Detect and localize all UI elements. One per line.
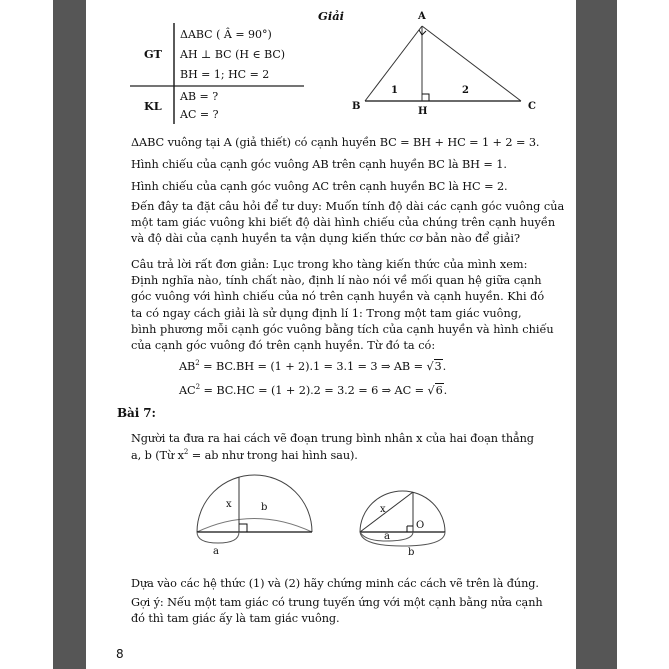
figure2-label-a: a: [384, 531, 390, 542]
radicand: 6: [435, 384, 443, 397]
equation-lhs: AC: [179, 384, 196, 397]
triangle-abc-figure: [365, 26, 521, 101]
segment-label-bh: 1: [391, 85, 398, 96]
paragraph-line: góc vuông với hình chiếu của nó trên cạnh huyền và cạnh huyền. Khi đó: [131, 290, 545, 304]
given-item: ΔABC ( Â = 90°): [180, 28, 272, 41]
equation-lhs: AB: [179, 360, 196, 373]
figure1-label-x: x: [226, 499, 232, 510]
paragraph-line: ta có ngay cách giải là sử dụng định lí 1: Trong một tam giác vuông,: [131, 306, 522, 320]
intro-text: a, b (Từ x: [131, 449, 184, 462]
intro-text: = ab như trong hai hình sau).: [188, 449, 358, 462]
exercise-hint-line: Gợi ý: Nếu một tam giác có trung tuyến ứng với một cạnh bằng nửa cạnh: [131, 596, 543, 609]
exercise-task: Dựa vào các hệ thức (1) và (2) hãy chứng minh các cách vẽ trên là đúng.: [131, 577, 539, 590]
equation-end: .: [443, 384, 448, 397]
paragraph-line: Đến đây ta đặt câu hỏi để tư duy: Muốn tính độ dài các cạnh góc vuông của: [131, 200, 565, 213]
conclusion-item: AC = ?: [180, 108, 219, 121]
solution-heading: Giải: [318, 9, 345, 23]
vertex-label-b: B: [352, 101, 361, 112]
paragraph-line: của cạnh góc vuông đó trên cạnh huyền. Từ đó ta có:: [131, 339, 436, 353]
exercise-intro-line: [131, 449, 358, 462]
paragraph-line: Câu trả lời rất đơn giản: Lục trong kho tàng kiến thức của mình xem:: [131, 258, 528, 271]
exercise-hint-line: đó thì tam giác ấy là tam giác vuông.: [131, 612, 340, 625]
figure2-label-x: x: [380, 504, 386, 515]
figure2-label-o: O: [416, 520, 425, 531]
solution-line: ΔABC vuông tại A (giả thiết) có cạnh huyền BC = BH + HC = 1 + 2 = 3.: [131, 136, 540, 149]
segment-label-hc: 2: [462, 85, 469, 96]
vertex-label-a: A: [418, 11, 426, 22]
conclusion-item: AB = ?: [180, 90, 219, 103]
square-root: √6: [427, 384, 443, 397]
equation-end: .: [442, 360, 447, 373]
question-paragraph: [131, 199, 565, 248]
exercise-title: Bài 7:: [117, 406, 156, 420]
radicand: 3: [434, 360, 442, 373]
equation-power: 2: [195, 383, 200, 391]
given-item: BH = 1; HC = 2: [180, 68, 270, 81]
vertex-label-c: C: [528, 101, 536, 112]
square-root: √3: [426, 360, 442, 373]
paragraph-line: và độ dài của cạnh huyền ta vận dụng kiến thức cơ bản nào để giải?: [131, 232, 521, 246]
gt-label: GT: [144, 47, 162, 61]
equation-ab: [179, 360, 446, 373]
kl-label: KL: [144, 99, 162, 113]
figure2-label-b: b: [408, 547, 415, 558]
answer-paragraph: [131, 257, 554, 354]
geometric-mean-figure-2: [360, 491, 445, 546]
figure1-label-b: b: [261, 502, 268, 513]
solution-line: Hình chiếu của cạnh góc vuông AB trên cạnh huyền BC là BH = 1.: [131, 158, 507, 171]
equation-power: 2: [195, 359, 200, 367]
paragraph-line: bình phương mỗi cạnh góc vuông bằng tích của cạnh huyền và hình chiếu: [131, 322, 554, 336]
equation-rhs: = BC.BH = (1 + 2).1 = 3.1 = 3 ⇒ AB =: [199, 360, 427, 373]
exercise-intro-line: Người ta đưa ra hai cách vẽ đoạn trung bình nhân x của hai đoạn thẳng: [131, 432, 534, 445]
paragraph-line: một tam giác vuông khi biết độ dài hình chiếu của chúng trên cạnh huyền: [131, 216, 556, 230]
intro-power: 2: [183, 448, 189, 456]
equation-rhs: = BC.HC = (1 + 2).2 = 3.2 = 6 ⇒ AC =: [199, 384, 428, 397]
foot-label-h: H: [418, 106, 428, 117]
solution-line: Hình chiếu của cạnh góc vuông AC trên cạnh huyền BC là HC = 2.: [131, 180, 508, 193]
geometric-mean-figure-1: [197, 475, 312, 543]
equation-ac: [179, 384, 447, 397]
paragraph-line: Định nghĩa nào, tính chất nào, định lí nào nói về mối quan hệ giữa cạnh: [131, 274, 542, 288]
page-number: 8: [116, 647, 124, 661]
given-item: AH ⊥ BC (H ∈ BC): [180, 48, 286, 61]
figure1-label-a: a: [213, 546, 219, 557]
